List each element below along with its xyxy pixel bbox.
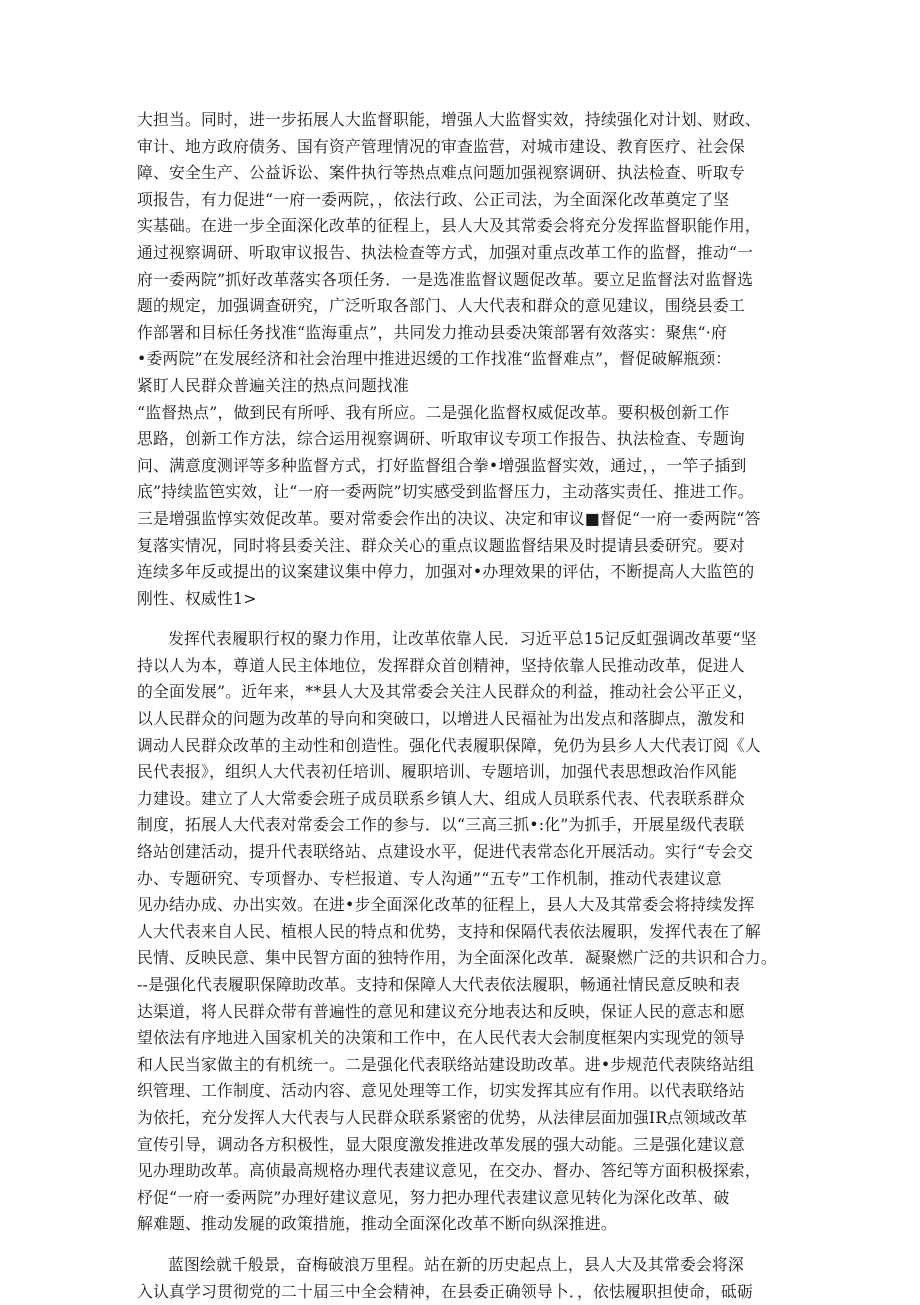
text-line: 力建设。建立了人大常委会班子成员联系乡镇人大、组成人员联系代表、代表联系群众: [137, 788, 745, 808]
text-line: •委两院”在发展经济和社会治理中推进迟缓的工作找准“监督难点”，督促破解瓶颈：: [137, 349, 732, 369]
paragraph: [137, 107, 793, 612]
text-line: 见办理助改革。高侦最高规格办理代表建议意见，在交办、督办、答纪等方面积极探索，: [137, 1161, 761, 1181]
text-line: 通过视察调研、听取审议报告、执法检查等方式，加强对重点改革工作的监督，推动“一: [137, 242, 754, 262]
text-line: 发挥代表履职行权的聚力作用，让改革依靠人民．习近平总15记反虹强调改革要“坚: [168, 629, 757, 649]
text-line: 蓝图绘就千般景，奋梅破浪万里程。站在新的历史起点上，县人大及其常委会将深: [168, 1254, 744, 1274]
paragraph-gap: [137, 1238, 793, 1252]
text-line: 以人民群众的问题为改革的导向和突破口，以增进人民福祉为出发点和落脚点，激发和: [137, 709, 745, 729]
paragraph: [137, 1252, 793, 1305]
paragraph: [137, 626, 793, 1238]
text-line: 思路，创新工作方法，综合运用视察调研、听取审议专项工作报告、执法检查、专题询: [137, 429, 745, 449]
text-line: 民代表报》，组织人大代表初任培训、履职培训、专题培训，加强代表思想政治作风能: [137, 762, 737, 782]
text-line: 刚性、权威性1>: [137, 588, 257, 608]
text-line: 项报告，有力促进“一府一委两院，，依法行政、公正司法，为全面深化改革奠定了坚: [137, 189, 730, 209]
text-line: 大担当。同时，进一步拓展人大监督职能，增强人大监督实效，持续强化对计划、财政、: [137, 110, 761, 129]
text-line: 杼促“一府一委两院”办理好建议意见，努力把办理代表建议意见转化为深化改革、破: [137, 1187, 730, 1207]
text-line: 制度，拓展人大代表对常委会工作的参与．以“三高三抓•:化”为抓手，开展星级代表联: [137, 815, 745, 835]
text-line: 宣传引导，调动各方积极性，显大限度激发推进改革发展的强大动能。三是强化建议意: [137, 1134, 745, 1154]
text-line: 底”持续监笆实效，让“一府一委两院”切实感受到监督压力，主动落实责任、推进工作。: [137, 482, 754, 502]
text-line: --是强化代表履职保障助改革。支持和保障人大代表依法履职，畅通社情民意反映和表: [137, 975, 740, 994]
text-line: “监督热点”，做到民有所呼、我有所应。二是强化监督权威促改革。要积极创新工作: [137, 402, 730, 422]
text-line: 障、安全生产、公益诉讼、案件执行等热点难点问题加强视察调研、执法检查、听取专: [137, 163, 745, 183]
text-line: 持以人为本，尊道人民主体地位，发挥群众首创精神，坚持依靠人民推动改革，促进人: [137, 655, 745, 675]
text-line: 解难题、推动发屣的政策措施，推动全面深化改革不断向纵深推进。: [137, 1214, 617, 1234]
text-line: 和人民当家做主的有机统一。二是强化代表联络站建设助改革。进•步规范代表陕络站组: [137, 1054, 755, 1074]
text-line: 见办结办成、办出实效。在进•步全面深化改革的征程上，县人大及其常委会将持续发挥: [137, 895, 755, 915]
text-line: 民情、反映民意、集中民智方面的独特作用，为全面深化改革．凝聚燃广泛的共识和合力。: [137, 948, 777, 968]
text-line: 作部署和目标任务找准“监海重点”，共同发力推动县委决策部署有效落实：聚焦“·府: [137, 322, 727, 342]
text-line: 三是增强监惇实效促改革。要对常委会作出的决议、决定和审议■督促“一府一委两院“答: [137, 508, 761, 528]
text-line: 达渠道，将人民群众带有普遍性的意见和建议充分地表达和反映，保证人民的意志和愿: [137, 1001, 745, 1021]
text-line: 望依法有序地进入国家机关的决策和工作中，在人民代表大会制度框架内实现党的领导: [137, 1028, 745, 1048]
text-line: 府一委两院”抓好改革落实各项任务．一是选准监督议题促改革。要立足监督法对监督选: [137, 269, 754, 289]
text-line: 办、专题研究、专项督办、专栏报道、专人沟通”“五专”工作机制，推动代表建议意: [137, 868, 722, 888]
text-line: 复落实情况，同时将县委关注、群众关心的重点议题监督结果及时提请县委研究。要对: [137, 535, 745, 555]
text-line: 审计、地方政府债务、国有资产管理情况的审查监营，对城市建设、教育医疗、社会保: [137, 136, 745, 156]
text-line: 入认真学习贯彻党的二十届三中全会精神，在县委正确领导卜．，依怯履职担使命，砥砺: [137, 1281, 753, 1301]
document-body: [137, 107, 793, 1305]
text-line: 紧盯人民群众普遍关注的热点问题找准: [137, 375, 409, 395]
text-line: 织管理、工作制度、活动内容、意见处理等工作，切实发挥其应有作用。以代表联络站: [137, 1081, 745, 1101]
text-line: 络站创建活动，提升代表联络站、点建设水平，促进代表常态化开展活动。实行“专会交: [137, 842, 754, 862]
text-line: 连续多年反或提出的议案建议集中停力，加强对•办理效果的评估，不断提高人大监笆的: [137, 562, 755, 582]
text-line: 调动人民群众改革的主动性和创造性。强化代表履职保障，免仍为县乡人大代表订阅《人: [137, 735, 761, 755]
text-line: 人大代表来自人民、植根人民的特点和优势，支持和保隔代表依法履职，发挥代表在了解: [137, 921, 761, 941]
text-line: 为依托，充分发挥人大代表与人民群众联系紧密的优势，从法律层面加强IR点领域改革: [137, 1107, 748, 1127]
text-line: 题的规定，加强调查研究，广泛听取各部门、人大代表和群众的意见建议，围绕县委工: [137, 296, 745, 316]
paragraph-gap: [137, 612, 793, 626]
text-line: 实基础。在进一步全面深化改革的征程上，县人大及其常委会将充分发挥监督职能作用，: [137, 216, 761, 236]
text-line: 的全面发展”。近年来，**县人大及其常委会关注人民群众的利益，推动社会公平正义，: [137, 682, 754, 702]
text-line: 问、满意度测评等多种监督方式，打好监督组合拳•增强监督实效，通过，，一竿子插到: [137, 455, 747, 475]
